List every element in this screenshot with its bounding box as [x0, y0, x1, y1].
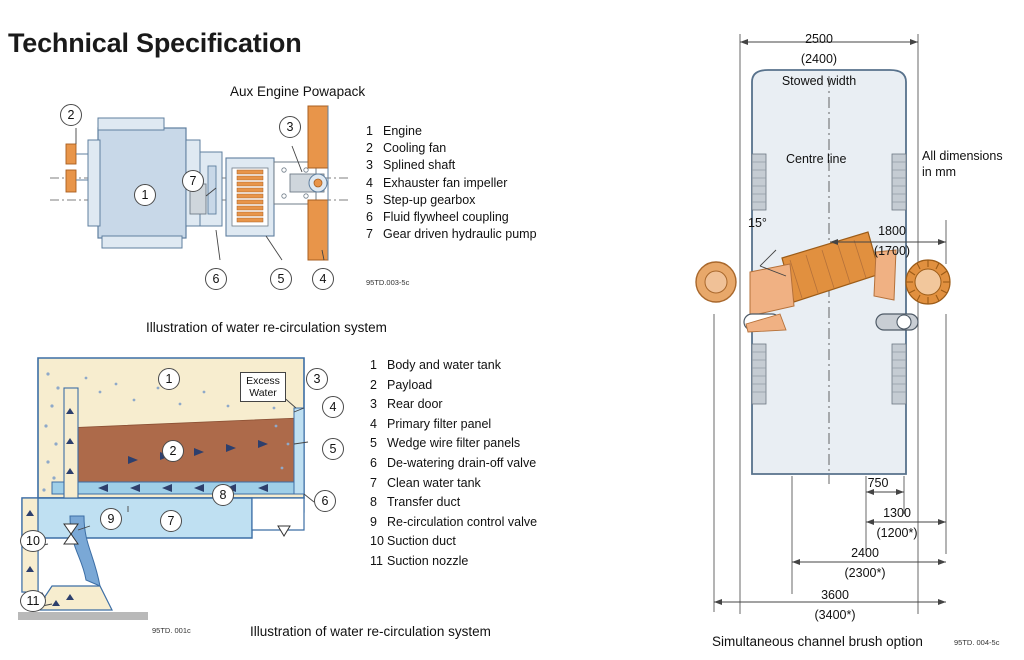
angle-label: 15° [748, 216, 767, 230]
legend-number: 4 [370, 416, 377, 431]
dimensions-note-line1: All dimensions [922, 149, 1003, 163]
list-item [370, 417, 537, 431]
recirculation-drawing-code: 95TD. 001c [152, 626, 191, 635]
list-item [366, 124, 537, 138]
excess-water-label [240, 372, 286, 402]
powerpack-callout-7: 7 [182, 170, 204, 192]
legend-label: Engine [383, 124, 422, 138]
legend-number: 5 [366, 192, 373, 207]
legend-number: 9 [370, 514, 377, 529]
legend-label: De-watering drain-off valve [387, 455, 537, 470]
recirc-callout-5: 5 [322, 438, 344, 460]
legend-number: 2 [366, 141, 373, 156]
recirculation-title: Illustration of water re-circulation system [146, 320, 387, 335]
legend-label: Transfer duct [387, 495, 461, 510]
powerpack-callout-4: 4 [312, 268, 334, 290]
page-title: Technical Specification [8, 28, 302, 58]
dim-3400-star: (3400*) [814, 608, 856, 622]
list-item [370, 476, 537, 490]
recirculation-caption: Illustration of water re-circulation system [250, 624, 491, 639]
recirc-callout-2: 2 [162, 440, 184, 462]
legend-label: Fluid flywheel coupling [383, 209, 509, 224]
recirculation-legend [370, 358, 537, 574]
recirc-callout-8: 8 [212, 484, 234, 506]
powerpack-callout-6: 6 [205, 268, 227, 290]
powerpack-callout-3: 3 [279, 116, 301, 138]
legend-label: Suction duct [387, 534, 456, 549]
legend-label: Exhauster fan impeller [383, 175, 508, 190]
recirc-callout-3: 3 [306, 368, 328, 390]
list-item [370, 456, 537, 470]
legend-label: Suction nozzle [387, 553, 469, 568]
list-item [370, 378, 537, 392]
legend-number: 5 [370, 436, 377, 451]
powerpack-callout-2: 2 [60, 104, 82, 126]
list-item [366, 210, 537, 224]
dim-brush-primary: 1800 [878, 224, 906, 238]
excess-water-line2: Water [249, 387, 277, 399]
legend-label: Body and water tank [387, 358, 501, 372]
legend-label: Step-up gearbox [383, 192, 476, 207]
dim-1200-star: (1200*) [876, 526, 918, 540]
legend-number: 3 [366, 158, 373, 173]
centre-line-label: Centre line [786, 152, 847, 166]
legend-label: Payload [387, 377, 433, 392]
legend-label: Primary filter panel [387, 416, 492, 431]
powerpack-legend [366, 124, 537, 244]
legend-label: Re-circulation control valve [387, 514, 538, 529]
legend-number: 1 [370, 358, 377, 372]
legend-number: 3 [370, 397, 377, 412]
list-item [370, 515, 537, 529]
legend-label: Rear door [387, 397, 443, 412]
stowed-width-label: Stowed width [781, 74, 857, 88]
legend-number: 7 [366, 227, 373, 242]
plan-view-drawing-code: 95TD. 004-5c [954, 638, 1000, 647]
dim-2300-star: (2300*) [844, 566, 886, 580]
dim-3600: 3600 [821, 588, 849, 602]
list-item [370, 554, 537, 568]
list-item [370, 436, 537, 450]
list-item [370, 358, 537, 372]
legend-label: Splined shaft [383, 158, 456, 173]
dim-1300: 1300 [883, 506, 911, 520]
legend-number: 7 [370, 475, 377, 490]
powerpack-callout-5: 5 [270, 268, 292, 290]
list-item [370, 495, 537, 509]
dim-750: 750 [867, 476, 889, 490]
recirculation-drawing [8, 348, 338, 630]
list-item [366, 141, 537, 155]
legend-label: Gear driven hydraulic pump [383, 227, 537, 242]
legend-label: Cooling fan [383, 141, 447, 156]
legend-number: 6 [366, 209, 373, 224]
legend-label: Wedge wire filter panels [387, 436, 521, 451]
legend-number: 4 [366, 175, 373, 190]
recirc-callout-7: 7 [160, 510, 182, 532]
legend-number: 2 [370, 377, 377, 392]
powerpack-drawing [40, 100, 360, 300]
recirc-callout-11: 11 [20, 590, 46, 612]
legend-number: 8 [370, 495, 377, 510]
legend-number: 10 [370, 534, 384, 549]
powerpack-callout-1: 1 [134, 184, 156, 206]
list-item [366, 176, 537, 190]
list-item [370, 534, 537, 548]
recirc-callout-4: 4 [322, 396, 344, 418]
recirc-callout-1: 1 [158, 368, 180, 390]
dim-top-secondary: (2400) [800, 52, 838, 66]
recirc-callout-10: 10 [20, 530, 46, 552]
list-item [370, 397, 537, 411]
dimensions-note-line2: in mm [922, 165, 957, 179]
list-item [366, 227, 537, 241]
powerpack-drawing-code: 95TD.003-5c [366, 278, 410, 287]
legend-number: 6 [370, 455, 377, 470]
dim-top-primary: 2500 [805, 32, 833, 46]
recirc-callout-9: 9 [100, 508, 122, 530]
list-item [366, 158, 537, 172]
plan-view-drawing [690, 14, 1024, 634]
powerpack-title: Aux Engine Powapack [230, 84, 366, 99]
dim-brush-secondary: (1700) [873, 244, 911, 258]
dimensions-note [922, 148, 1003, 180]
legend-number: 11 [370, 553, 383, 568]
plan-view-caption: Simultaneous channel brush option [712, 634, 923, 649]
dim-2400: 2400 [851, 546, 879, 560]
excess-water-line1: Excess [246, 375, 280, 387]
recirc-callout-6: 6 [314, 490, 336, 512]
legend-number: 1 [366, 124, 373, 138]
legend-label: Clean water tank [387, 475, 481, 490]
list-item [366, 193, 537, 207]
